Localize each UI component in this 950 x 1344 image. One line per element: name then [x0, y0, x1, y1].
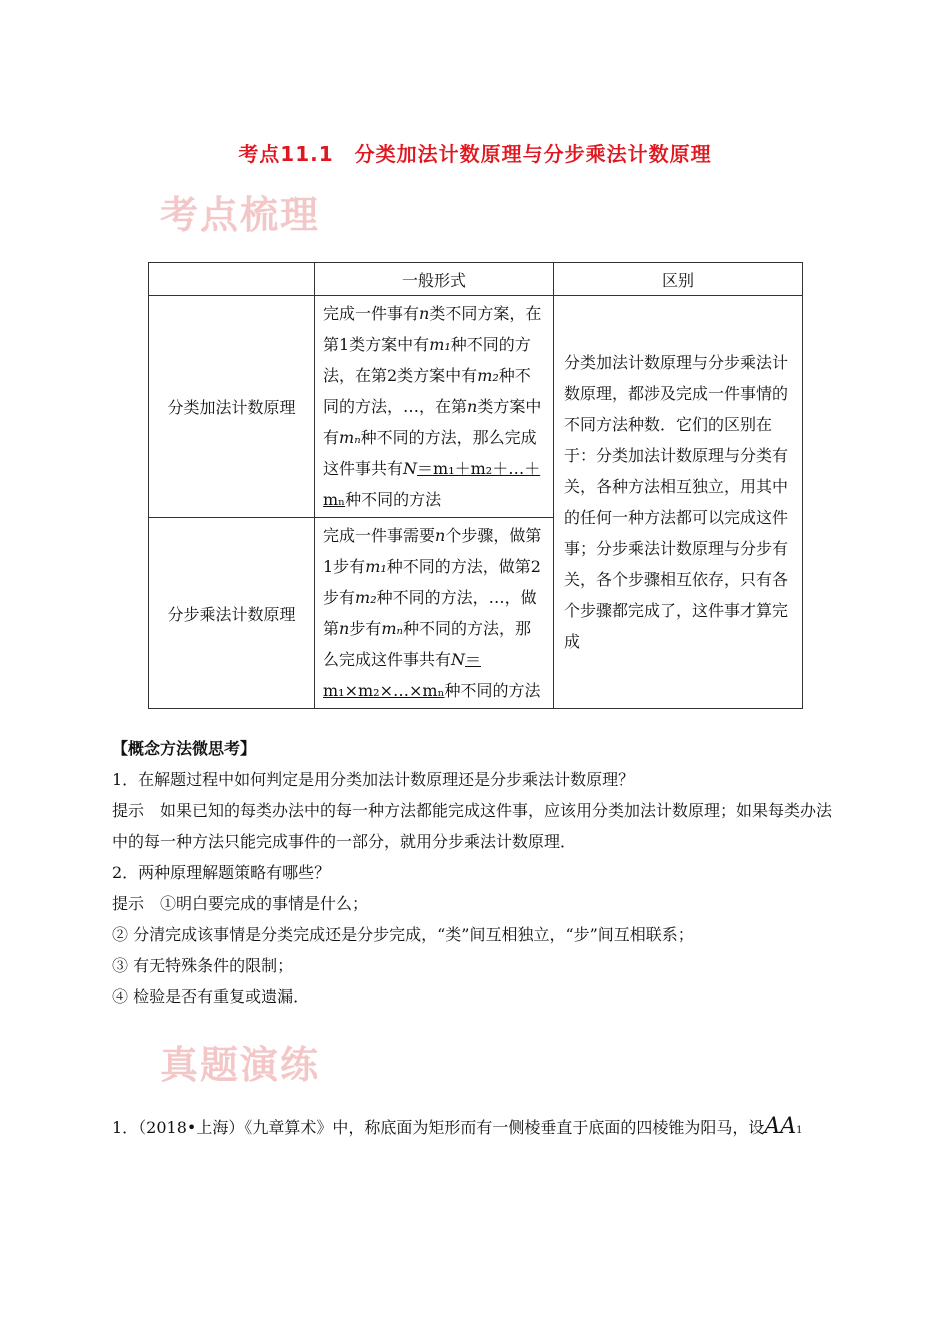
section-watermark-review: 考点梳理 — [160, 193, 321, 237]
concept-thinking-section — [112, 733, 842, 1012]
question-1: 1．在解题过程中如何判定是用分类加法计数原理还是分步乘法计数原理？ — [112, 770, 635, 789]
answer-2-line-3: ③ 有无特殊条件的限制； — [112, 956, 294, 975]
addition-formula: ＝m₁＋m₂＋…＋mₙ — [323, 459, 541, 509]
problem-1 — [112, 1114, 803, 1139]
table-row — [149, 296, 803, 518]
addition-form-cell: 完成一件事有n类不同方案，在第1类方案中有m₁种不同的方法，在第2类方案中有m₂种不同的方法，…，在第n类方案中有mₙ种不同的方法，那么完成这件事共有N＝m₁＋m₂＋…＋mₙ种不同的方法 — [315, 296, 554, 518]
section-heading: 【概念方法微思考】 — [112, 739, 257, 758]
question-2: 2．两种原理解题策略有哪些？ — [112, 863, 331, 882]
table-header-difference: 区别 — [554, 263, 803, 296]
page-title: 考点11.1 分类加法计数原理与分步乘法计数原理 — [238, 142, 712, 166]
problem-1-math-sub: 1 — [796, 1125, 803, 1136]
multiplication-form-cell: 完成一件事需要n个步骤，做第1步有m₁种不同的方法，做第2步有m₂种不同的方法，…，做第n步有mₙ种不同的方法，那么完成这件事共有N＝m₁×m₂×…×mₙ种不同的方法 — [315, 518, 554, 709]
answer-2-line-2: ② 分清完成该事情是分类完成还是分步完成，“类”间互相独立，“步”间互相联系； — [112, 925, 694, 944]
row-label-multiplication: 分步乘法计数原理 — [149, 518, 315, 709]
row-label-addition: 分类加法计数原理 — [149, 296, 315, 518]
multiplication-formula: ＝m₁×m₂×…×mₙ — [323, 650, 482, 700]
problem-1-text: 1．（2018•上海）《九章算术》中，称底面为矩形而有一侧棱垂直于底面的四棱锥为阳马，设 — [112, 1118, 765, 1137]
difference-cell: 分类加法计数原理与分步乘法计数原理，都涉及完成一件事情的不同方法种数．它们的区别在于：分类加法计数原理与分类有关，各种方法相互独立，用其中的任何一种方法都可以完成这件事；分步乘法计数原理与分步有关，各个步骤相互依存，只有各个步骤都完成了，这件事才算完成 — [554, 296, 803, 709]
table-header-row — [149, 263, 803, 296]
answer-2-line-1: 提示 ①明白要完成的事情是什么； — [112, 894, 369, 913]
answer-2-line-4: ④ 检验是否有重复或遗漏． — [112, 987, 310, 1006]
principles-table — [148, 262, 803, 709]
table-header-form: 一般形式 — [315, 263, 554, 296]
answer-1: 提示 如果已知的每类办法中的每一种方法都能完成这件事，应该用分类加法计数原理；如果每类办法中的每一种方法只能完成事件的一部分，就用分步乘法计数原理． — [112, 801, 833, 851]
table-header-empty — [149, 263, 315, 296]
section-watermark-exam: 真题演练 — [160, 1043, 321, 1087]
problem-1-math: AA — [764, 1114, 797, 1139]
